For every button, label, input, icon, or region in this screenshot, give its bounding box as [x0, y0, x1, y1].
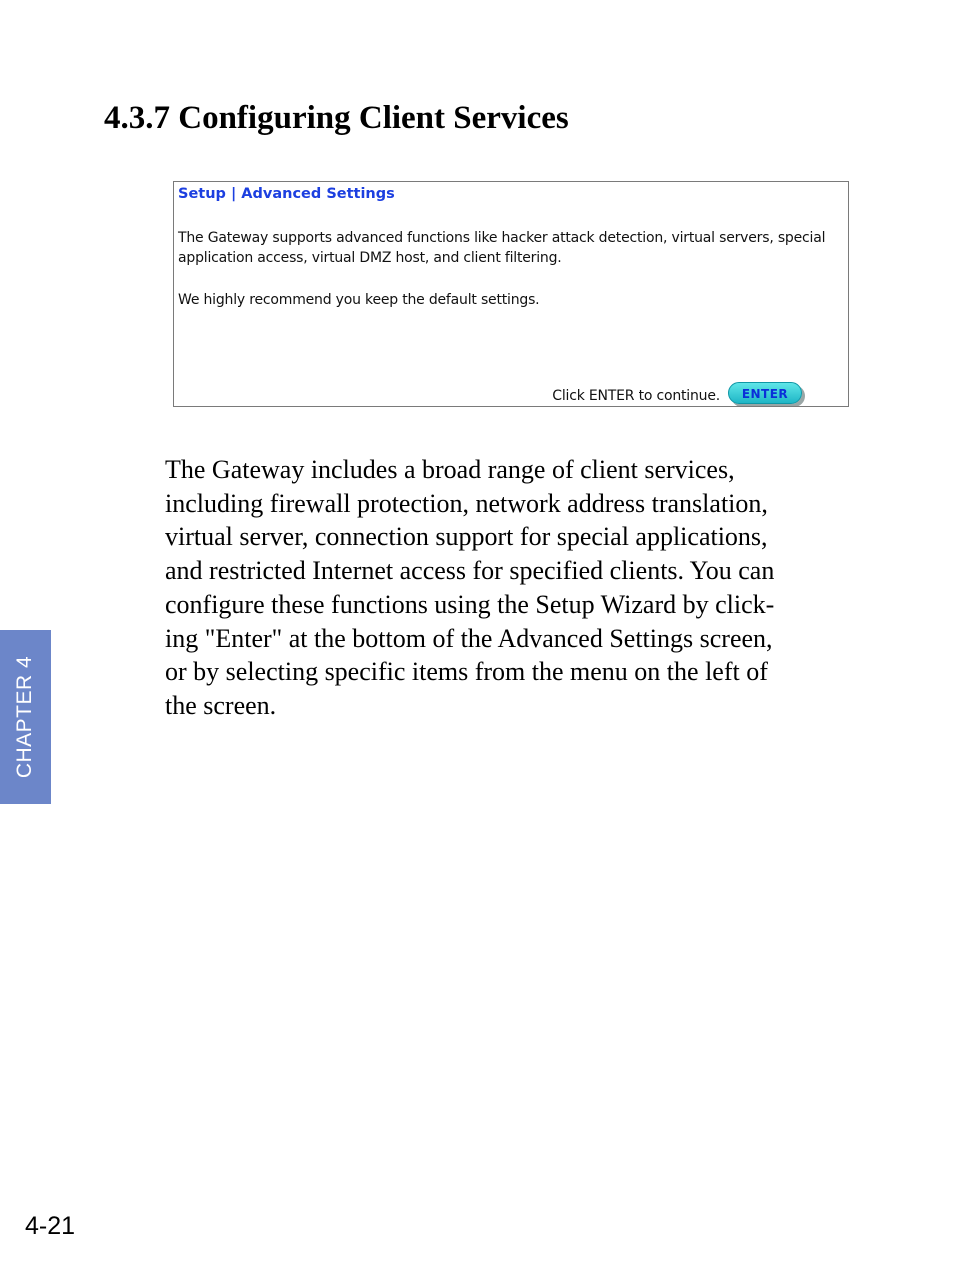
screenshot-title: Setup | Advanced Settings [178, 186, 395, 202]
body-line: virtual server, connection support for special applications, [165, 522, 768, 552]
enter-button[interactable]: ENTER [728, 382, 802, 404]
body-line: configure these functions using the Setup Wizard by click- [165, 589, 775, 619]
page-number: 4-21 [25, 1212, 76, 1240]
chapter-tab-label: CHAPTER 4 [13, 655, 36, 779]
screenshot-recommendation: We highly recommend you keep the default settings. [178, 292, 540, 308]
body-line: The Gateway includes a broad range of client services, [165, 455, 735, 484]
section-heading: 4.3.7 Configuring Client Services [104, 100, 569, 136]
screenshot-description-line: The Gateway supports advanced functions like hacker attack detection, virtual servers, special [178, 230, 826, 246]
body-paragraph [165, 453, 845, 723]
chapter-tab [0, 630, 51, 804]
continue-row [552, 382, 802, 404]
continue-text: Click ENTER to continue. [552, 388, 720, 404]
screenshot-description-line: application access, virtual DMZ host, and client filtering. [178, 250, 562, 266]
body-line: or by selecting specific items from the menu on the left of [165, 657, 768, 687]
body-line: the screen. [165, 690, 277, 720]
advanced-settings-screenshot [173, 181, 849, 407]
body-line: ing "Enter" at the bottom of the Advanced Settings screen, [165, 623, 773, 653]
body-line: including firewall protection, network address translation, [165, 488, 768, 518]
screenshot-description [178, 228, 825, 268]
body-line: and restricted Internet access for specified clients. You can [165, 556, 775, 586]
